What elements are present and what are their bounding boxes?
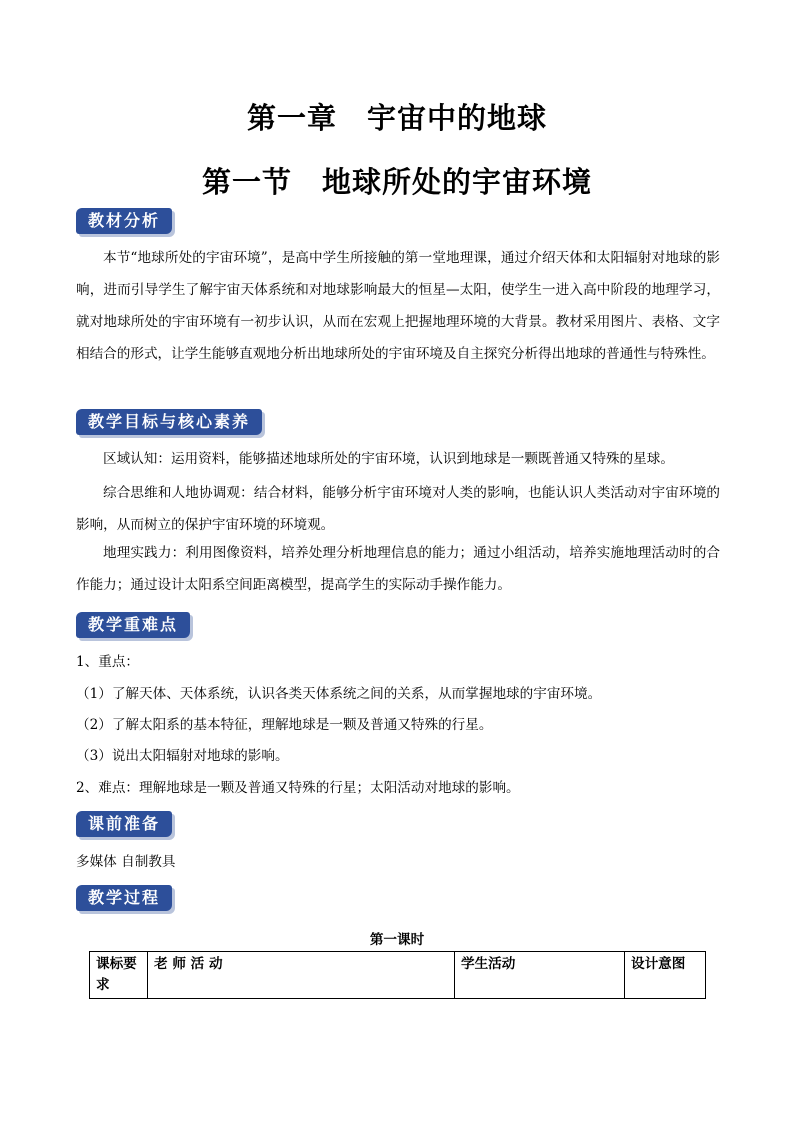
section-tag-analysis: 教材分析 <box>76 208 172 234</box>
section-tag-goals: 教学目标与核心素养 <box>76 409 262 435</box>
header-cell-teacher: 老 师 活 动 <box>148 952 455 999</box>
section-title <box>0 160 794 201</box>
section-number: 第一节 <box>201 165 292 199</box>
header-cell-standard: 课标要求 <box>90 952 148 999</box>
header-cell-student: 学生活动 <box>455 952 625 999</box>
table-header-row <box>90 952 706 999</box>
key-point-item-3: （3）说出太阳辐射对地球的影响。 <box>76 748 289 764</box>
goal-regional-cognition: 区域认知：运用资料，能够描述地球所处的宇宙环境，认识到地球是一颗既普通又特殊的星球。 <box>103 451 674 467</box>
goal-comprehensive-thinking: 综合思维和人地协调观：结合材料，能够分析宇宙环境对人类的影响，也能认识人类活动对宇宙环境的影响，从而树立的保护宇宙环境的环境观。 <box>76 485 720 533</box>
chapter-number: 第一章 <box>246 101 337 135</box>
analysis-paragraph: 本节“地球所处的宇宙环境”，是高中学生所接触的第一堂地理课，通过介绍天体和太阳辐射对地球的影响，进而引导学生了解宇宙天体系统和对地球影响最大的恒星—太阳，使学生一进入高中阶段的地理学习，就对地球所处的宇宙环境有一初步认识，从而在宏观上把握地理环境的大背景。教材采用图片、表格、文字相结合的形式，让学生能够直观地分析出地球所处的宇宙环境及自主探究分析得出地球的普通性与特殊性。 <box>76 250 720 362</box>
lesson-table <box>89 951 706 999</box>
key-point-heading: 1、重点： <box>76 654 140 670</box>
goal-practice-ability: 地理实践力：利用图像资料，培养处理分析地理信息的能力；通过小组活动，培养实施地理活动时的合作能力；通过设计太阳系空间距离模型，提高学生的实际动手操作能力。 <box>76 545 720 593</box>
section-name: 地球所处的宇宙环境 <box>322 165 593 199</box>
difficulty-point: 2、难点：理解地球是一颗及普通又特殊的行星；太阳活动对地球的影响。 <box>76 780 520 796</box>
section-tag-key-points: 教学重难点 <box>76 612 190 638</box>
header-cell-intent: 设计意图 <box>625 952 706 999</box>
lesson-title: 第一课时 <box>369 932 425 948</box>
chapter-title <box>0 96 794 137</box>
key-point-item-2: （2）了解太阳系的基本特征，理解地球是一颗及普通又特殊的行星。 <box>76 717 493 733</box>
preparation-text: 多媒体 自制教具 <box>76 854 176 870</box>
key-point-item-1: （1）了解天体、天体系统，认识各类天体系统之间的关系，从而掌握地球的宇宙环境。 <box>76 686 602 702</box>
chapter-name: 宇宙中的地球 <box>367 101 548 135</box>
section-tag-process: 教学过程 <box>76 885 172 911</box>
section-tag-preparation: 课前准备 <box>76 811 172 837</box>
